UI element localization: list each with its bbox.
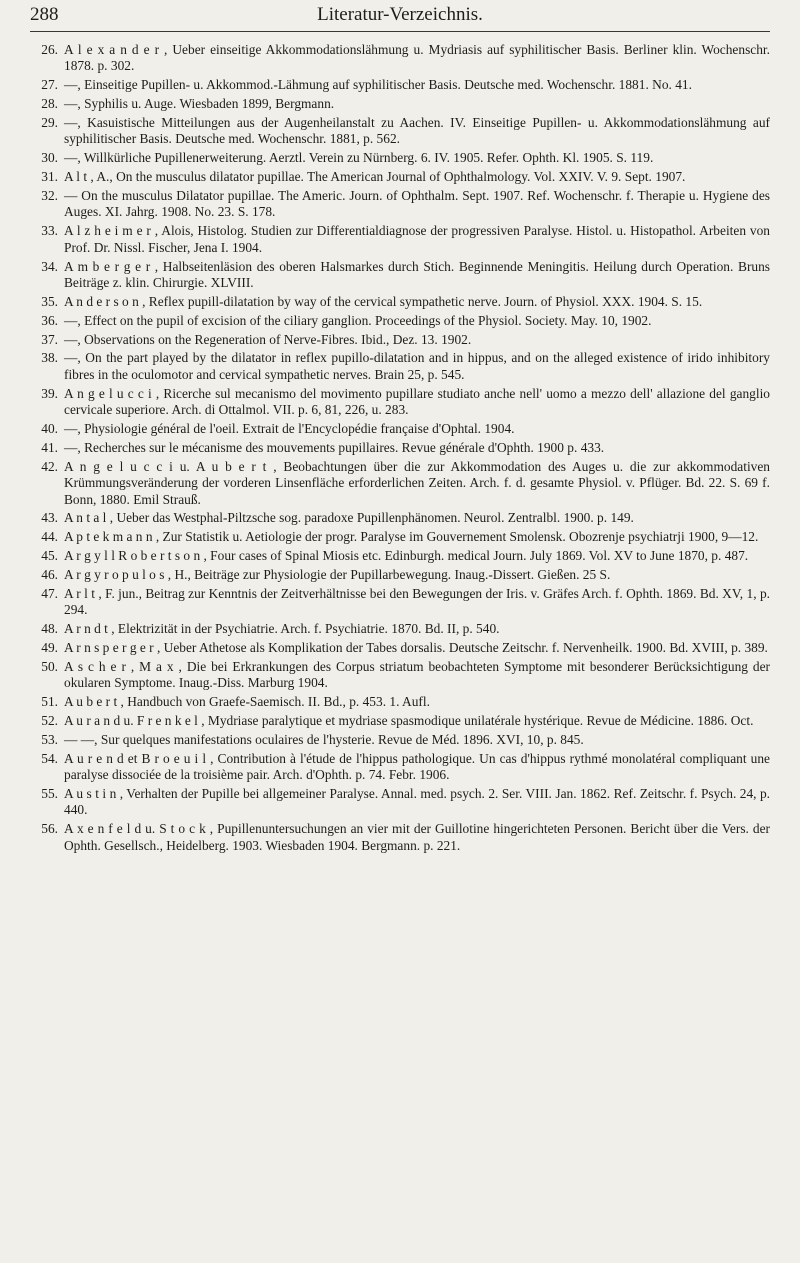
entry-citation: A n t a l , Ueber das Westphal-Piltzsche sog. paradoxe Pupillenphänomen. Neurol. Zentralbl. 1900. p. 149.	[64, 510, 634, 526]
entry-number: 52.	[41, 712, 58, 728]
bibliography-entry	[30, 115, 770, 148]
page-number: 288	[30, 4, 59, 25]
entry-number: 31.	[41, 169, 58, 185]
bibliography-entry	[30, 294, 770, 310]
entry-citation: A u r e n d et B r o e u i l , Contribution à l'étude de l'hippus pathologique. Un cas d'hippus rythmé monolatéral compliquant une paralyse dissociée de la troisième pair. Arch. d'Ophth. p. 74. Febr. 1906.	[64, 750, 770, 783]
entry-citation: A p t e k m a n n , Zur Statistik u. Aetiologie der progr. Paralyse im Gouvernement Smolensk. Obozrenje psychiatrji 1900, 9—12.	[64, 529, 759, 545]
entry-number: 43.	[41, 510, 58, 526]
bibliography-entry	[30, 529, 770, 545]
entry-number: 47.	[41, 585, 58, 601]
entry-citation: —, Physiologie général de l'oeil. Extrait de l'Encyclopédie française d'Ophtal. 1904.	[64, 420, 515, 436]
bibliography-entry	[30, 259, 770, 292]
entry-citation: —, On the part played by the dilatator in reflex pupillo-dilatation and in hippus, and on the alleged existence of irido inhibitory fibres in the oculomotor and cervical sympathetic nerves. Brain 25, p. 545.	[64, 350, 770, 382]
entry-citation: A r n s p e r g e r , Ueber Athetose als Komplikation der Tabes dorsalis. Deutsche Zeitschr. f. Nervenheilk. 1900. Bd. XVIII, p. 389.	[64, 639, 768, 655]
bibliography-entry	[30, 567, 770, 583]
entry-number: 30.	[41, 150, 58, 166]
entry-number: 39.	[41, 385, 58, 401]
bibliography-entry	[30, 751, 770, 784]
entry-number: 50.	[41, 658, 58, 674]
bibliography-list	[30, 42, 770, 857]
entry-number: 44.	[41, 529, 58, 545]
bibliography-entry	[30, 313, 770, 329]
entry-citation: — On the musculus Dilatator pupillae. The Americ. Journ. of Ophthalm. Sept. 1907. Ref. Wochenschr. f. Therapie u. Hygiene des Auges. XI. Jahrg. 1908. No. 23. S. 178.	[64, 187, 770, 220]
bibliography-entry	[30, 732, 770, 748]
entry-number: 40.	[41, 420, 58, 436]
entry-citation: A u s t i n , Verhalten der Pupille bei allgemeiner Paralyse. Annal. med. psych. 2. Ser. VIII. Jan. 1862. Ref. Zeitschr. f. Psych. 24, p. 440.	[64, 785, 770, 818]
entry-number: 35.	[41, 293, 58, 309]
bibliography-entry	[30, 77, 770, 93]
entry-number: 37.	[41, 331, 58, 347]
entry-citation: A r g y l l R o b e r t s o n , Four cases of Spinal Miosis etc. Edinburgh. medical Journ. July 1869. Vol. XV to June 1870, p. 487.	[64, 548, 749, 564]
entry-number: 29.	[41, 114, 58, 130]
bibliography-entry	[30, 150, 770, 166]
entry-number: 28.	[41, 96, 58, 112]
bibliography-entry	[30, 96, 770, 112]
entry-citation: —, Recherches sur le mécanisme des mouvements pupillaires. Revue générale d'Ophth. 1900 p. 433.	[64, 439, 605, 455]
entry-citation: A x e n f e l d u. S t o c k , Pupillenuntersuchungen an vier mit der Guillotine hingerichteten Personen. Bericht über die Vers. der Ophth. Gesellsch., Heidelberg. 1903. Wiesbaden 1904. Bergmann. p. 221.	[64, 821, 770, 853]
entry-citation: A l t , A., On the musculus dilatator pupillae. The American Journal of Ophthalmology. Vol. XXIV. V. 9. Sept. 1907.	[64, 169, 686, 185]
entry-citation: A r g y r o p u l o s , H., Beiträge zur Physiologie der Pupillarbewegung. Inaug.-Dissert. Gießen. 25 S.	[64, 566, 611, 582]
entry-number: 46.	[41, 566, 58, 582]
bibliography-entry	[30, 640, 770, 656]
bibliography-entry	[30, 821, 770, 854]
bibliography-entry	[30, 188, 770, 221]
entry-citation: —, Einseitige Pupillen- u. Akkommod.-Lähmung auf syphilitischer Basis. Deutsche med. Wochenschr. 1881. No. 41.	[64, 77, 692, 93]
entry-number: 41.	[41, 439, 58, 455]
entry-citation: A r n d t , Elektrizität in der Psychiatrie. Arch. f. Psychiatrie. 1870. Bd. II, p. 540.	[64, 621, 500, 637]
entry-number: 42.	[41, 458, 58, 474]
entry-number: 56.	[41, 821, 58, 837]
entry-number: 54.	[41, 750, 58, 766]
entry-citation: A n g e l u c c i u. A u b e r t , Beobachtungen über die zur Akkommodation des Auges u. die zur akkommodativen Krümmungsveränderung der vorderen Linsenfläche erforderlichen Zeiten. Arch. f. d. gesamte Physiol. v. Pflüger. Bd. 22. S. 69 f. Bonn, 1880. Emil Strauß.	[64, 458, 770, 507]
entry-citation: —, Willkürliche Pupillenerweiterung. Aerztl. Verein zu Nürnberg. 6. IV. 1905. Refer. Ophth. Kl. 1905. S. 119.	[64, 150, 654, 166]
entry-number: 49.	[41, 639, 58, 655]
bibliography-entry	[30, 386, 770, 419]
bibliography-entry	[30, 694, 770, 710]
bibliography-entry	[30, 42, 770, 75]
bibliography-entry	[30, 510, 770, 526]
entry-number: 36.	[41, 312, 58, 328]
entry-number: 27.	[41, 77, 58, 93]
entry-citation: A l z h e i m e r , Alois, Histolog. Studien zur Differentialdiagnose der progressiven Paralyse. Histol. u. Histopathol. Arbeiten von Prof. Dr. Nissl. Fischer, Jena I. 1904.	[64, 223, 770, 255]
entry-number: 53.	[41, 731, 58, 747]
bibliography-entry	[30, 586, 770, 619]
bibliography-entry	[30, 440, 770, 456]
bibliography-entry	[30, 659, 770, 692]
header-rule	[30, 31, 770, 32]
entry-citation: A n d e r s o n , Reflex pupill-dilatation by way of the cervical sympathetic nerve. Journ. of Physiol. XXX. 1904. S. 15.	[64, 293, 703, 309]
entry-number: 45.	[41, 548, 58, 564]
entry-citation: —, Syphilis u. Auge. Wiesbaden 1899, Bergmann.	[64, 96, 335, 112]
entry-citation: A r l t , F. jun., Beitrag zur Kenntnis der Zeitverhältnisse bei den Bewegungen der Iris. v. Gräfes Arch. f. Ophth. 1869. Bd. XV, 1, p. 294.	[64, 585, 770, 618]
entry-citation: A u r a n d u. F r e n k e l , Mydriase paralytique et mydriase spasmodique unilatérale hystérique. Revue de Médicine. 1886. Oct.	[64, 712, 754, 728]
bibliography-entry	[30, 459, 770, 508]
bibliography-entry	[30, 621, 770, 637]
page-header	[30, 4, 770, 32]
entry-citation: A s c h e r , M a x , Die bei Erkrankungen des Corpus striatum beobachteten Symptome mit besonderer Berücksichtigung der okularen Symptome. Inaug.-Diss. Marburg 1904.	[64, 658, 770, 691]
bibliography-entry	[30, 786, 770, 819]
entry-number: 55.	[41, 785, 58, 801]
entry-citation: —, Effect on the pupil of excision of the ciliary ganglion. Proceedings of the Physiol. Society. May. 10, 1902.	[64, 312, 652, 328]
bibliography-entry	[30, 421, 770, 437]
entry-number: 48.	[41, 621, 58, 637]
entry-citation: A l e x a n d e r , Ueber einseitige Akkommodationslähmung u. Mydriasis auf syphilitischer Basis. Berliner klin. Wochenschr. 1878. p. 302.	[64, 42, 770, 74]
bibliography-entry	[30, 548, 770, 564]
entry-citation: A m b e r g e r , Halbseitenläsion des oberen Halsmarkes durch Stich. Beginnende Meningitis. Heilung durch Operation. Bruns Beiträge z. klin. Chirurgie. XLVIII.	[64, 258, 770, 291]
bibliography-entry	[30, 169, 770, 185]
entry-citation: —, Observations on the Regeneration of Nerve-Fibres. Ibid., Dez. 13. 1902.	[64, 331, 472, 347]
entry-citation: — —, Sur quelques manifestations oculaires de l'hysterie. Revue de Méd. 1896. XVI, 10, p. 845.	[64, 731, 584, 747]
entry-citation: —, Kasuistische Mitteilungen aus der Augenheilanstalt zu Aachen. IV. Einseitige Pupillen- u. Akkommodationslähmung auf syphilitischer Basis. Deutsche med. Wochenschr. 1881, p. 562.	[64, 114, 770, 147]
running-title: Literatur-Verzeichnis.	[317, 4, 483, 25]
entry-number: 51.	[41, 694, 58, 710]
bibliography-entry	[30, 350, 770, 383]
entry-citation: A u b e r t , Handbuch von Graefe-Saemisch. II. Bd., p. 453. 1. Aufl.	[64, 694, 430, 710]
bibliography-entry	[30, 713, 770, 729]
bibliography-entry	[30, 332, 770, 348]
entry-number: 38.	[41, 350, 58, 366]
bibliography-entry	[30, 223, 770, 256]
entry-citation: A n g e l u c c i , Ricerche sul mecanismo del movimento pupillare studiato anche nell' uomo a mezzo dell' allazione del ganglio cervicale superiore. Arch. di Ottalmol. VII. p. 6, 81, 226, u. 283.	[64, 385, 770, 418]
entry-number: 26.	[41, 42, 58, 57]
entry-number: 32.	[41, 187, 58, 203]
entry-number: 34.	[41, 258, 58, 274]
entry-number: 33.	[41, 223, 58, 239]
